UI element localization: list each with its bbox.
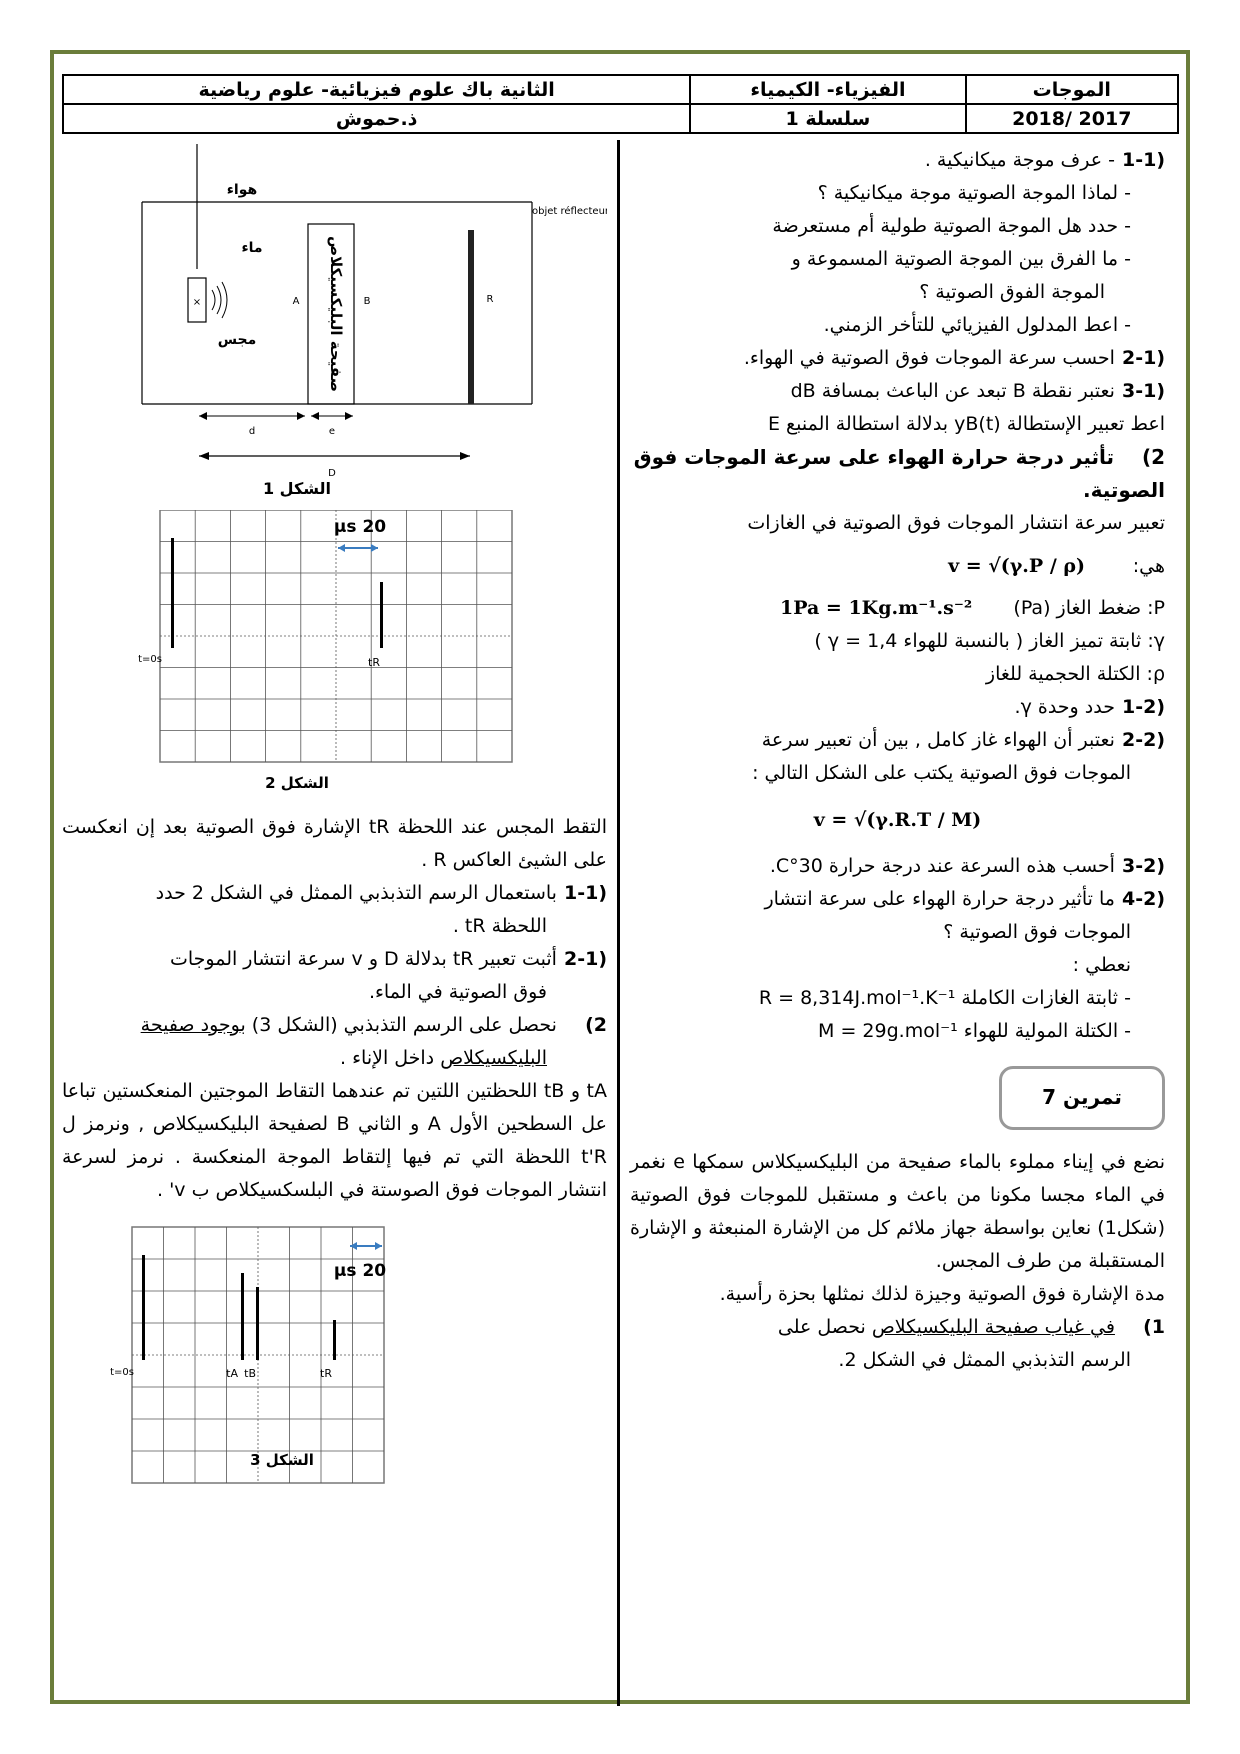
left-q2-line-2: البليكسيكلاص داخل الإناء . (340, 1047, 547, 1069)
svg-text:×: × (192, 297, 202, 308)
fig2-pulse-emit (171, 538, 174, 648)
fig1-probe-label: مجس (217, 332, 257, 348)
figure-2 (62, 510, 607, 800)
fig1-d: d (248, 426, 256, 437)
fig3-tB: tB (244, 1367, 256, 1380)
const-R: - ثابتة الغازات الكاملة R = 8,314J.mol⁻¹.K⁻¹ (758, 987, 1131, 1009)
fig1-A: A (292, 296, 300, 307)
header-teacher: ذ.حموش (63, 104, 690, 133)
fig3-caption: الشكل 3 (250, 1451, 314, 1469)
q11-line-4: - ما الفرق بين الموجة الصوتية المسموعة و (791, 248, 1131, 270)
left-para-1: التقط المجس عند اللحظة tR الإشارة فوق الصوتية بعد إن انعكست على الشيئ العاكس R . (62, 816, 607, 871)
part2-title: 2) تأثير درجة حرارة الهواء على سرعة الموجات فوق الصوتية. (633, 445, 1165, 502)
ex7-q1-line-2: الرسم التذبذبي الممثل في الشكل 2. (838, 1349, 1131, 1371)
q11-line-6: - اعط المدلول الفيزيائي للتأخر الزمني. (823, 314, 1131, 336)
q31-line: (3-1 نعتبر نقطة B تبعد عن الباعث بمسافة dB (790, 380, 1165, 402)
fig1-air-label: هواء (226, 182, 258, 198)
gamma-line: γ: ثابتة تميز الغاز ( بالنسبة للهواء γ = 1,4 ) (814, 630, 1165, 652)
q11-line-2: - لماذا الموجة الصوتية موجة ميكانيكية ؟ (817, 182, 1131, 204)
right-column (630, 144, 1165, 1377)
fig1-caption: الشكل 1 (262, 479, 332, 498)
header-year: 2017 /2018 (966, 104, 1178, 133)
q22-line-2: الموجات فوق الصوتية يكتب على الشكل التالي : (752, 762, 1131, 784)
fig3-pulse-tA (241, 1273, 244, 1360)
fig2-scale: 20 µs (333, 517, 387, 537)
fig3-tR: tR (320, 1367, 332, 1380)
is-label: هي: (1132, 555, 1165, 577)
formula1-row (630, 540, 1165, 592)
q21-line: (2-1 احسب سرعة الموجات فوق الصوتية في الهواء. (743, 347, 1165, 369)
fig1-B: B (363, 296, 371, 307)
header-level: الثانية باك علوم فيزيائية- علوم رياضية (63, 75, 690, 104)
q32-line: (3-2 أحسب هذه السرعة عند درجة حرارة 30°C. (769, 855, 1165, 877)
q12-line: (1-2 حدد وحدة γ. (1014, 696, 1165, 718)
fig3-scale: 20 µs (333, 1261, 387, 1281)
left-q21-line-2: فوق الصوتية في الماء. (368, 981, 547, 1003)
fig3-pulse-tR (333, 1320, 336, 1360)
left-q21-line-1: (2-1 أثبت تعبير tR بدلالة D و v سرعة انتشار الموجات (169, 948, 607, 970)
q11-line-5: الموجة الفوق الصوتية ؟ (919, 281, 1105, 303)
speed-intro: تعبير سرعة انتشار الموجات فوق الصوتية في الغازات (747, 512, 1165, 534)
const-M: - الكتلة المولية للهواء M = 29g.mol⁻¹ (818, 1020, 1131, 1042)
fig1-reflector-label: objet réflecteur (532, 206, 607, 217)
exercise-7-title: تمرين 7 (999, 1066, 1165, 1130)
fig1-plate-label: صفيحة البليكسيكلاص (327, 235, 345, 393)
fig2-pulse-receive (380, 582, 383, 648)
left-q11-line-1: (1-1 باستعمال الرسم التذبذبي الممثل في الشكل 2 حدد (155, 882, 607, 904)
figure-1 (62, 144, 607, 499)
ex7-q1: 1) في غياب صفيحة البليكسيكلاص نحصل على (777, 1316, 1165, 1338)
left-para-2: tA و tB اللحظتين اللتين تم عندهما التقاط الموجتين المنعكستين تباعا عل السطحين الأول A و الثاني B لصفيحة البليكسيكلاص , ونرمز ل t'R اللحظة التي تم فيها إلتقاط الموجة المنعكسة . نرمز لسرعة انتشار الموجات فوق الصوستة في البلسكسيكلاص ب v' . (62, 1080, 607, 1201)
ex7-paragraph-2: مدة الإشارة فوق الصوتية وجيزة لذلك نمثلها بحزة رأسية. (719, 1283, 1165, 1305)
fig3-t0: t=0s (110, 1367, 134, 1378)
formula-2: v = √(γ.R.T / M) (813, 809, 982, 831)
fig2-tR: tR (368, 656, 380, 669)
header-topic: الموجات (966, 75, 1178, 104)
q22-line-1: (2-2 نعتبر أن الهواء غاز كامل , بين أن تعبير سرعة (761, 729, 1165, 751)
column-divider (617, 140, 620, 1706)
header-series: سلسلة 1 (690, 104, 965, 133)
fig1-D: D (328, 468, 336, 479)
q11-line-3: - حدد هل الموجة الصوتية طولية أم مستعرضة (772, 215, 1131, 237)
header-subject: الفيزياء- الكيمياء (690, 75, 965, 104)
header-table (62, 74, 1179, 134)
fig1-wave-icon (212, 282, 227, 318)
rho-line: ρ: الكتلة الحجمية للغاز (985, 663, 1165, 685)
given-label: نعطي : (1072, 954, 1131, 976)
q11-line-1: (1-1 - عرف موجة ميكانيكية . (924, 149, 1165, 171)
page-frame (50, 50, 1190, 1704)
left-q11-line-2: اللحظة tR . (452, 915, 547, 937)
left-q2-line-1: 2) نحصل على الرسم التذبذبي (الشكل 3) بوجود صفيحة (140, 1014, 607, 1036)
fig1-reflector (468, 230, 474, 404)
fig2-t0: t=0s (138, 654, 162, 665)
P-line: P: ضغط الغاز (Pa) 1Pa = 1Kg.m⁻¹.s⁻² (630, 592, 1165, 625)
q42-line-1: (4-2 ما تأثير درجة حرارة الهواء على سرعة انتشار (764, 888, 1165, 910)
fig1-water-label: ماء (241, 240, 263, 256)
fig2-caption: الشكل 2 (265, 774, 329, 792)
figure-3 (62, 1225, 607, 1487)
q42-line-2: الموجات فوق الصوتية ؟ (943, 921, 1131, 943)
fig1-R: R (486, 294, 494, 305)
ex7-paragraph: نضع في إيناء مملوء بالماء صفيحة من البليكسيكلاس سمكها e نغمر في الماء مجسا مكونا من باعث و مستقبل للموجات فوق الصوتية (شكل1) نعاين بواسطة جهاز ملائم كل من الإشارة المنبعثة و الإشارة المستقبلة من طرف المجس. (630, 1151, 1165, 1272)
formula-1: v = √(γ.P / ρ) (948, 555, 1085, 577)
fig3-pulse-tB (256, 1287, 259, 1360)
left-column (62, 144, 607, 1498)
fig1-e: e (328, 426, 336, 437)
P-unit: 1Pa = 1Kg.m⁻¹.s⁻² (780, 597, 973, 619)
fig3-tA: tA (226, 1367, 238, 1380)
fig3-pulse-emit (142, 1255, 145, 1360)
q31-line-2: اعط تعبير الإستطالة yB(t) بدلالة استطالة المنبع E (767, 413, 1165, 435)
